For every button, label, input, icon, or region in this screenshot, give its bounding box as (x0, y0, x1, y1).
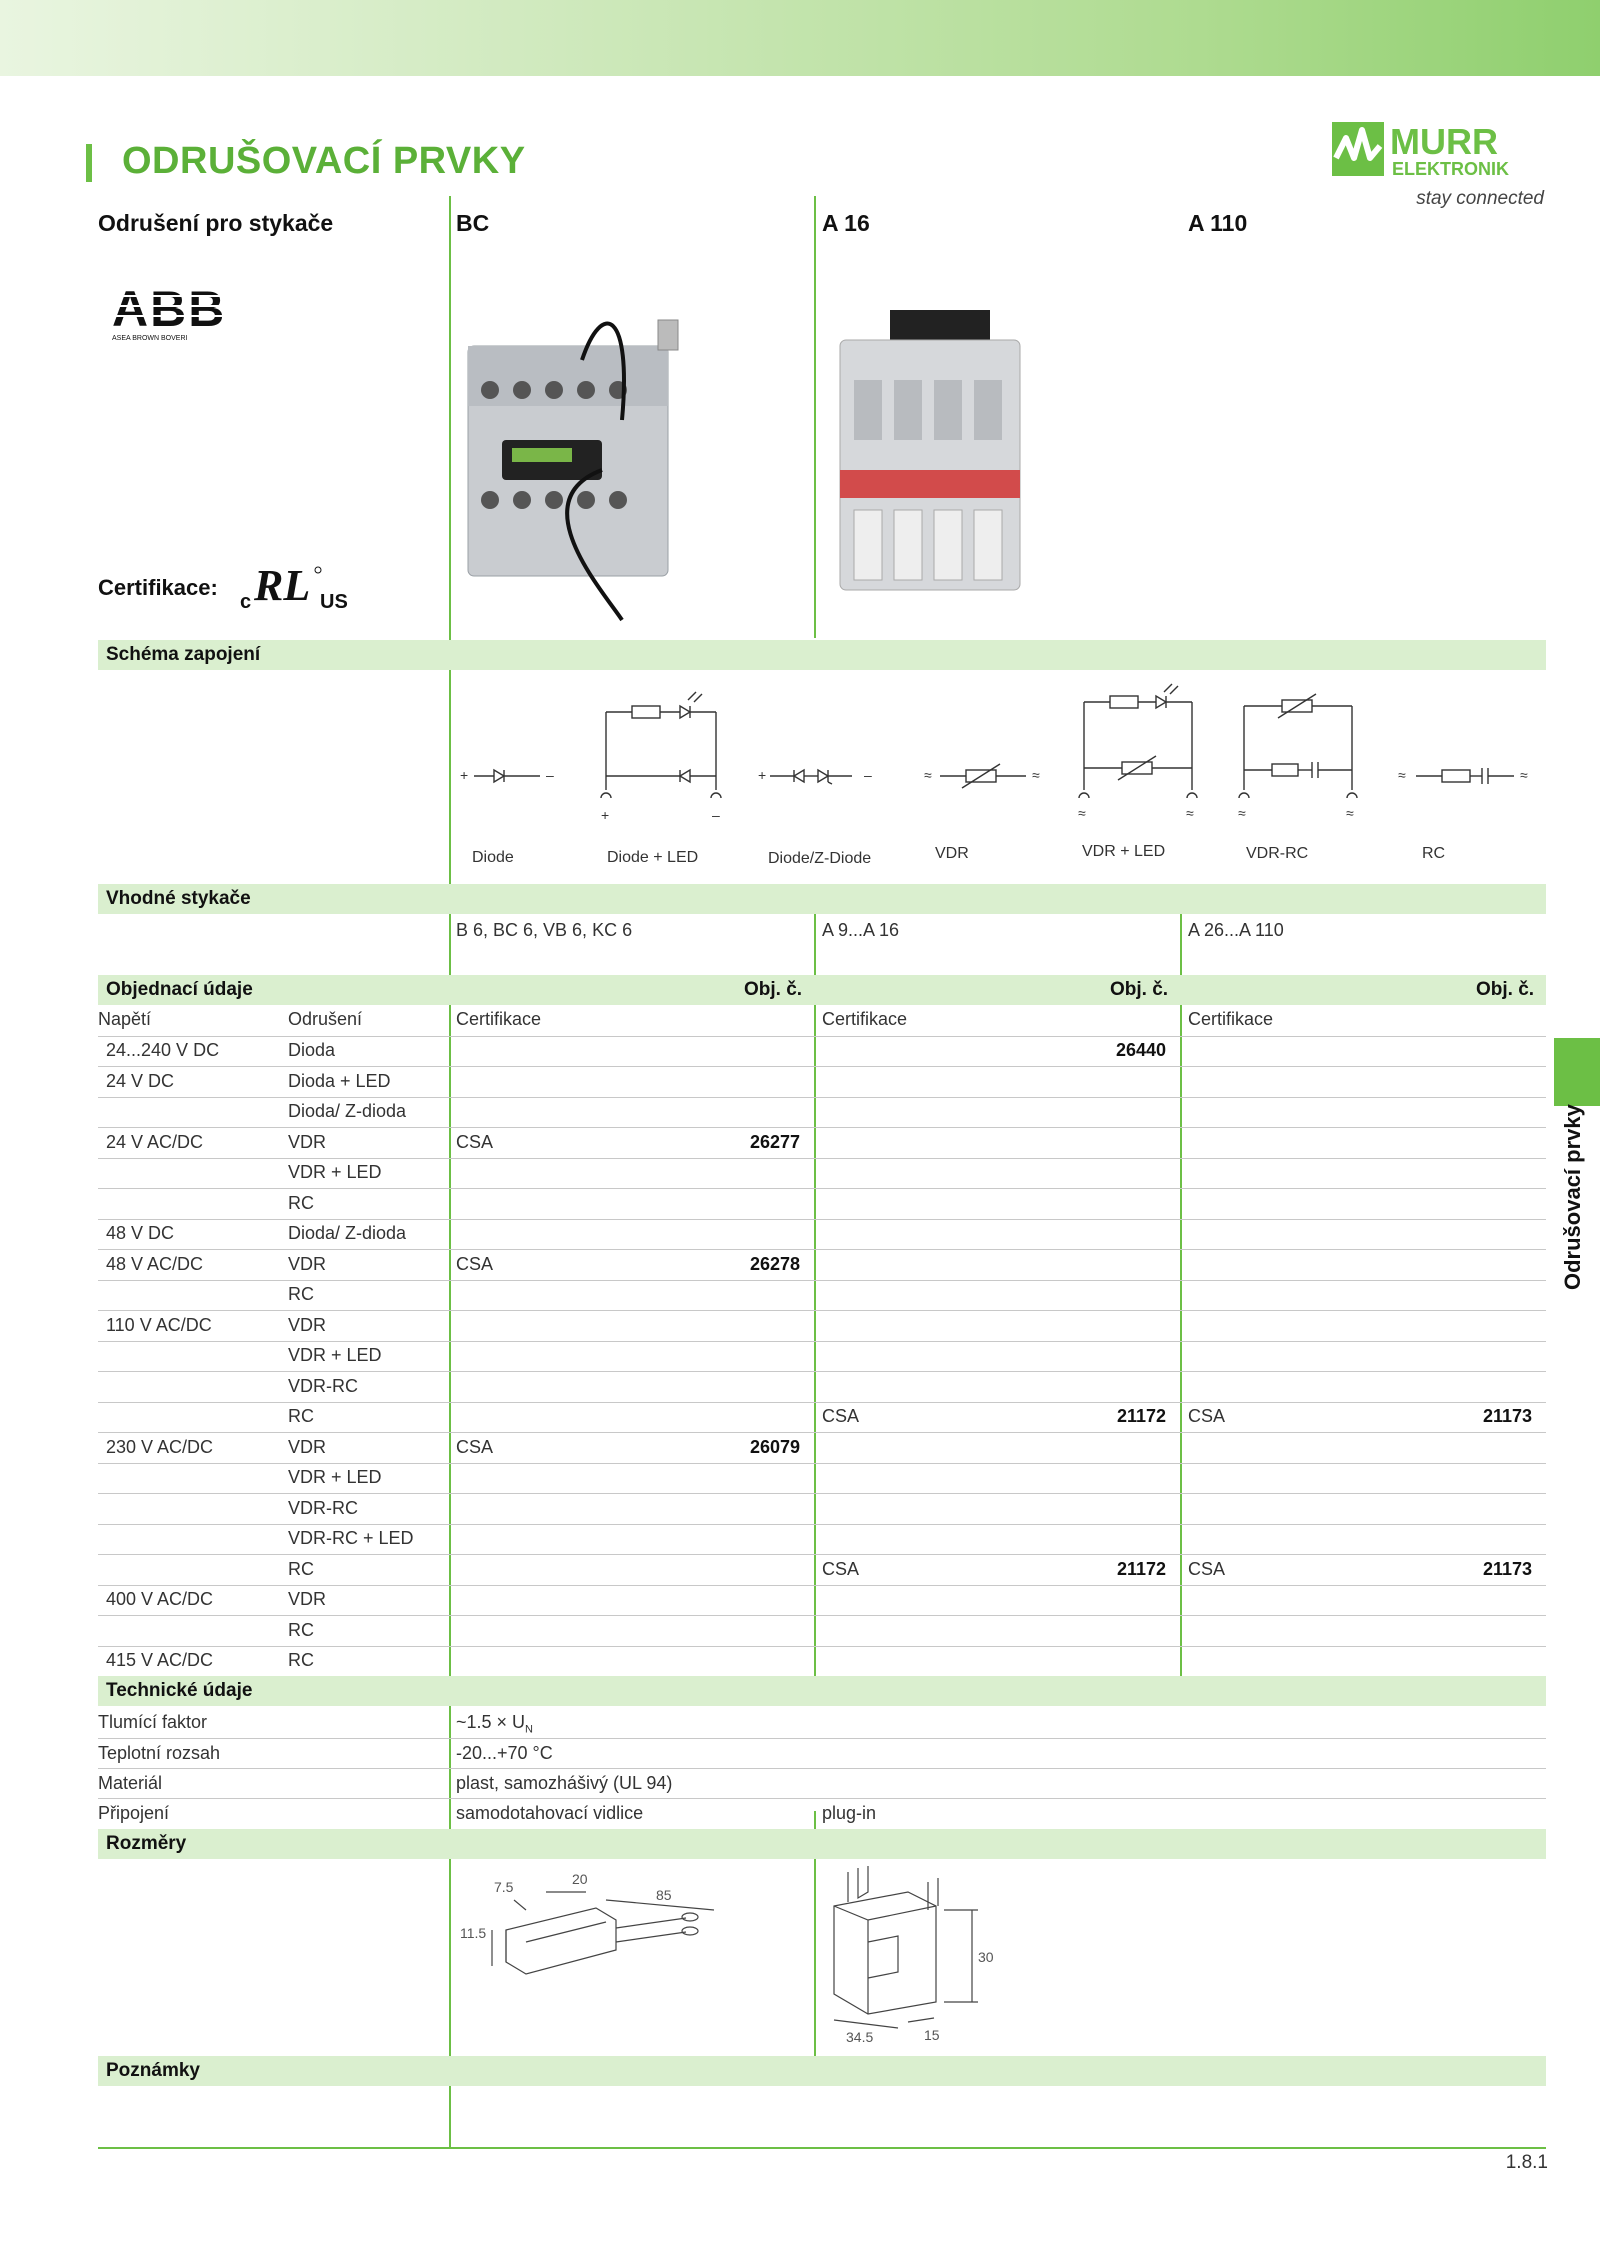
abb-logo (110, 282, 230, 344)
row-divider (98, 1188, 1546, 1189)
order-number-bc: 26277 (749, 1132, 800, 1152)
order-number-header: Obj. č. (1110, 979, 1169, 1000)
schema-label-diode-led: Diode + LED (607, 849, 699, 866)
cert-cell-bc: CSA (456, 1437, 494, 1457)
dim-label: 30 (978, 1949, 994, 1965)
side-tab-label: Odrušovací prvky (1560, 1104, 1585, 1290)
svg-text:≈: ≈ (1078, 805, 1086, 821)
cert-cell-bc: CSA (456, 1254, 494, 1274)
col-header-voltage: Napětí (98, 1009, 152, 1029)
column-head-a16: A 16 (822, 210, 870, 236)
voltage-cell: 48 V DC (106, 1223, 175, 1243)
svg-text:US: US (320, 591, 348, 613)
svg-text:+: + (601, 807, 610, 823)
cert-cell-a16: CSA (822, 1559, 860, 1579)
svg-text:+: + (758, 767, 767, 783)
a16-dimension-drawing (828, 1862, 1008, 2045)
tech-value: samodotahovací vidlice (456, 1803, 644, 1823)
svg-text:≈: ≈ (924, 767, 932, 783)
col-header-cert: Certifikace (456, 1009, 542, 1029)
suppression-cell: Dioda + LED (288, 1071, 391, 1091)
tech-label: Materiál (98, 1773, 163, 1793)
suppression-cell: VDR-RC (288, 1376, 358, 1396)
svg-text:+: + (460, 767, 469, 783)
row-divider (98, 1127, 1546, 1128)
page-title: ODRUŠOVACÍ PRVKY (122, 140, 526, 182)
section-label-schema: Schéma zapojení (106, 644, 261, 665)
section-band (98, 2056, 1546, 2086)
col-header-suppression: Odrušení (288, 1009, 363, 1029)
row-divider (98, 1798, 1546, 1799)
schema-label-rc: RC (1422, 845, 1446, 862)
schematic-diode-led (601, 692, 721, 823)
tech-value-subscript: N (525, 1723, 533, 1736)
suppression-cell: VDR (288, 1437, 327, 1457)
abb-logo-sub: ASEA BROWN BOVERI (112, 335, 188, 342)
order-number-a110: 21173 (1482, 1406, 1532, 1426)
row-divider (98, 1249, 1546, 1250)
order-number-bc: 26278 (749, 1254, 800, 1274)
tech-label: Připojení (98, 1803, 170, 1823)
row-divider (98, 1768, 1546, 1769)
suppression-cell: VDR-RC (288, 1498, 358, 1518)
dim-label: 20 (572, 1871, 588, 1887)
suppression-cell: Dioda (288, 1040, 336, 1060)
row-divider (98, 1371, 1546, 1372)
voltage-cell: 24 V AC/DC (106, 1132, 204, 1152)
col-header-cert: Certifikace (1188, 1009, 1274, 1029)
order-number-header: Obj. č. (744, 979, 803, 1000)
svg-text:–: – (712, 807, 720, 823)
logo-tagline: stay connected (1416, 188, 1544, 209)
row-divider (98, 1493, 1546, 1494)
column-divider (814, 196, 816, 638)
schematic-diode (460, 767, 554, 783)
voltage-cell: 48 V AC/DC (106, 1254, 204, 1274)
row-divider (98, 1646, 1546, 1647)
cert-cell-a110: CSA (1188, 1406, 1226, 1426)
svg-text:RL: RL (254, 561, 311, 610)
row-divider (98, 1463, 1546, 1464)
order-number-a16: 21172 (1116, 1406, 1166, 1426)
row-divider (98, 1036, 1546, 1037)
order-number-bc: 26079 (749, 1437, 800, 1457)
dim-label: 11.5 (460, 1925, 487, 1941)
svg-text:≈: ≈ (1520, 767, 1528, 783)
suppression-cell: VDR + LED (288, 1467, 382, 1487)
tech-value (456, 1712, 533, 1736)
suppression-cell: Dioda/ Z-dioda (288, 1223, 407, 1243)
section-band (98, 975, 1546, 1005)
suppression-cell: VDR (288, 1589, 327, 1609)
column-divider (449, 638, 451, 2148)
section-band (98, 884, 1546, 914)
contactor-range-a110: A 26...A 110 (1188, 920, 1284, 940)
suppression-cell: RC (288, 1406, 314, 1426)
row-divider (98, 1615, 1546, 1616)
schematic-vdr (924, 764, 1040, 788)
schematic-z-diode (758, 767, 872, 784)
voltage-cell: 24 V DC (106, 1071, 175, 1091)
tech-value: -20...+70 °C (456, 1743, 553, 1763)
dim-label: 15 (924, 2027, 940, 2043)
suppression-cell: VDR (288, 1132, 327, 1152)
wiring-schematics (456, 680, 1546, 840)
dim-label: 34.5 (846, 2029, 874, 2045)
section-band (98, 1676, 1546, 1706)
cert-cell-a16: CSA (822, 1406, 860, 1426)
suppression-cell: VDR-RC + LED (288, 1528, 414, 1548)
svg-text:c: c (240, 591, 252, 613)
schema-label-vdr: VDR (935, 845, 969, 862)
intro-heading: Odrušení pro stykače (98, 210, 334, 236)
svg-text:≈: ≈ (1398, 767, 1406, 783)
suppression-cell: RC (288, 1193, 314, 1213)
tech-label: Teplotní rozsah (98, 1743, 221, 1763)
dim-label: 7.5 (494, 1879, 514, 1895)
footer-line (98, 2147, 1546, 2149)
title-accent-bar (86, 144, 92, 182)
section-label-notes: Poznámky (106, 2060, 200, 2081)
schema-label-z-diode: Diode/Z-Diode (768, 850, 872, 867)
voltage-cell: 110 V AC/DC (106, 1315, 212, 1335)
row-divider (98, 1341, 1546, 1342)
section-label-dims: Rozměry (106, 1833, 187, 1854)
suppression-cell: VDR (288, 1315, 327, 1335)
suppression-cell: VDR (288, 1254, 327, 1274)
contactor-range-bc: B 6, BC 6, VB 6, KC 6 (456, 920, 633, 940)
tech-label: Tlumící faktor (98, 1712, 208, 1732)
logo-elektronik-text: ELEKTRONIK (1392, 159, 1509, 179)
contactor-range-a16: A 9...A 16 (822, 920, 900, 940)
voltage-cell: 230 V AC/DC (106, 1437, 214, 1457)
svg-text:≈: ≈ (1346, 805, 1354, 821)
suppression-cell: Dioda/ Z-dioda (288, 1101, 407, 1121)
column-divider (814, 886, 816, 1680)
suppression-cell: RC (288, 1650, 314, 1670)
svg-text:≈: ≈ (1186, 805, 1194, 821)
order-number-a16: 26440 (1115, 1040, 1166, 1060)
row-divider (98, 1219, 1546, 1220)
svg-text:–: – (864, 767, 872, 783)
section-label-order: Objednací údaje (106, 979, 253, 1000)
row-divider (98, 1066, 1546, 1067)
tech-value: plug-in (822, 1803, 877, 1823)
voltage-cell: 400 V AC/DC (106, 1589, 214, 1609)
ul-cert-mark (238, 560, 348, 616)
suppression-cell: RC (288, 1559, 314, 1579)
page-number: 1.8.1 (1505, 2152, 1548, 2173)
dim-label: 85 (656, 1887, 672, 1903)
row-divider (98, 1432, 1546, 1433)
schematic-vdr-rc (1238, 694, 1357, 821)
murr-logo (1332, 118, 1548, 210)
side-tab-marker (1554, 1038, 1600, 1106)
svg-text:–: – (546, 767, 554, 783)
section-band (98, 1829, 1546, 1859)
tech-value: plast, samozhášivý (UL 94) (456, 1773, 673, 1793)
tech-value-text: ~1.5 × U (456, 1712, 526, 1732)
row-divider (98, 1524, 1546, 1525)
cert-cell-bc: CSA (456, 1132, 494, 1152)
svg-text:≈: ≈ (1032, 767, 1040, 783)
row-divider (98, 1585, 1546, 1586)
logo-murr-text: MURR (1390, 121, 1498, 162)
a16-contactor-image (830, 300, 1040, 630)
order-number-a16: 21172 (1116, 1559, 1166, 1579)
bc-dimension-drawing (460, 1870, 726, 2000)
section-label-tech: Technické údaje (106, 1680, 253, 1701)
schema-label-vdr-rc: VDR-RC (1246, 845, 1309, 862)
schematic-vdr-led (1078, 684, 1197, 821)
cert-label: Certifikace: (98, 575, 218, 600)
section-label-contactors: Vhodné stykače (106, 888, 251, 909)
column-head-bc: BC (456, 210, 490, 236)
schema-label-diode: Diode (472, 849, 514, 866)
svg-text:≈: ≈ (1238, 805, 1246, 821)
top-banner (0, 0, 1600, 76)
col-header-cert: Certifikace (822, 1009, 908, 1029)
suppression-cell: VDR + LED (288, 1345, 382, 1365)
row-divider (98, 1310, 1546, 1311)
cert-cell-a110: CSA (1188, 1559, 1226, 1579)
row-divider (98, 1097, 1546, 1098)
schematic-rc (1398, 767, 1528, 784)
order-number-a110: 21173 (1482, 1559, 1532, 1579)
suppression-cell: VDR + LED (288, 1162, 382, 1182)
voltage-cell: 415 V AC/DC (106, 1650, 214, 1670)
voltage-cell: 24...240 V DC (106, 1040, 220, 1060)
row-divider (98, 1280, 1546, 1281)
column-divider (449, 196, 451, 638)
column-head-a110: A 110 (1188, 210, 1248, 236)
row-divider (98, 1738, 1546, 1739)
order-number-header: Obj. č. (1476, 979, 1535, 1000)
row-divider (98, 1158, 1546, 1159)
abb-logo-text: ABB (112, 281, 227, 337)
schema-label-vdr-led: VDR + LED (1082, 843, 1166, 860)
row-divider (98, 1402, 1546, 1403)
section-band (98, 640, 1546, 670)
suppression-cell: RC (288, 1620, 314, 1640)
suppression-cell: RC (288, 1284, 314, 1304)
row-divider (98, 1554, 1546, 1555)
bc-contactor-image (462, 300, 702, 630)
